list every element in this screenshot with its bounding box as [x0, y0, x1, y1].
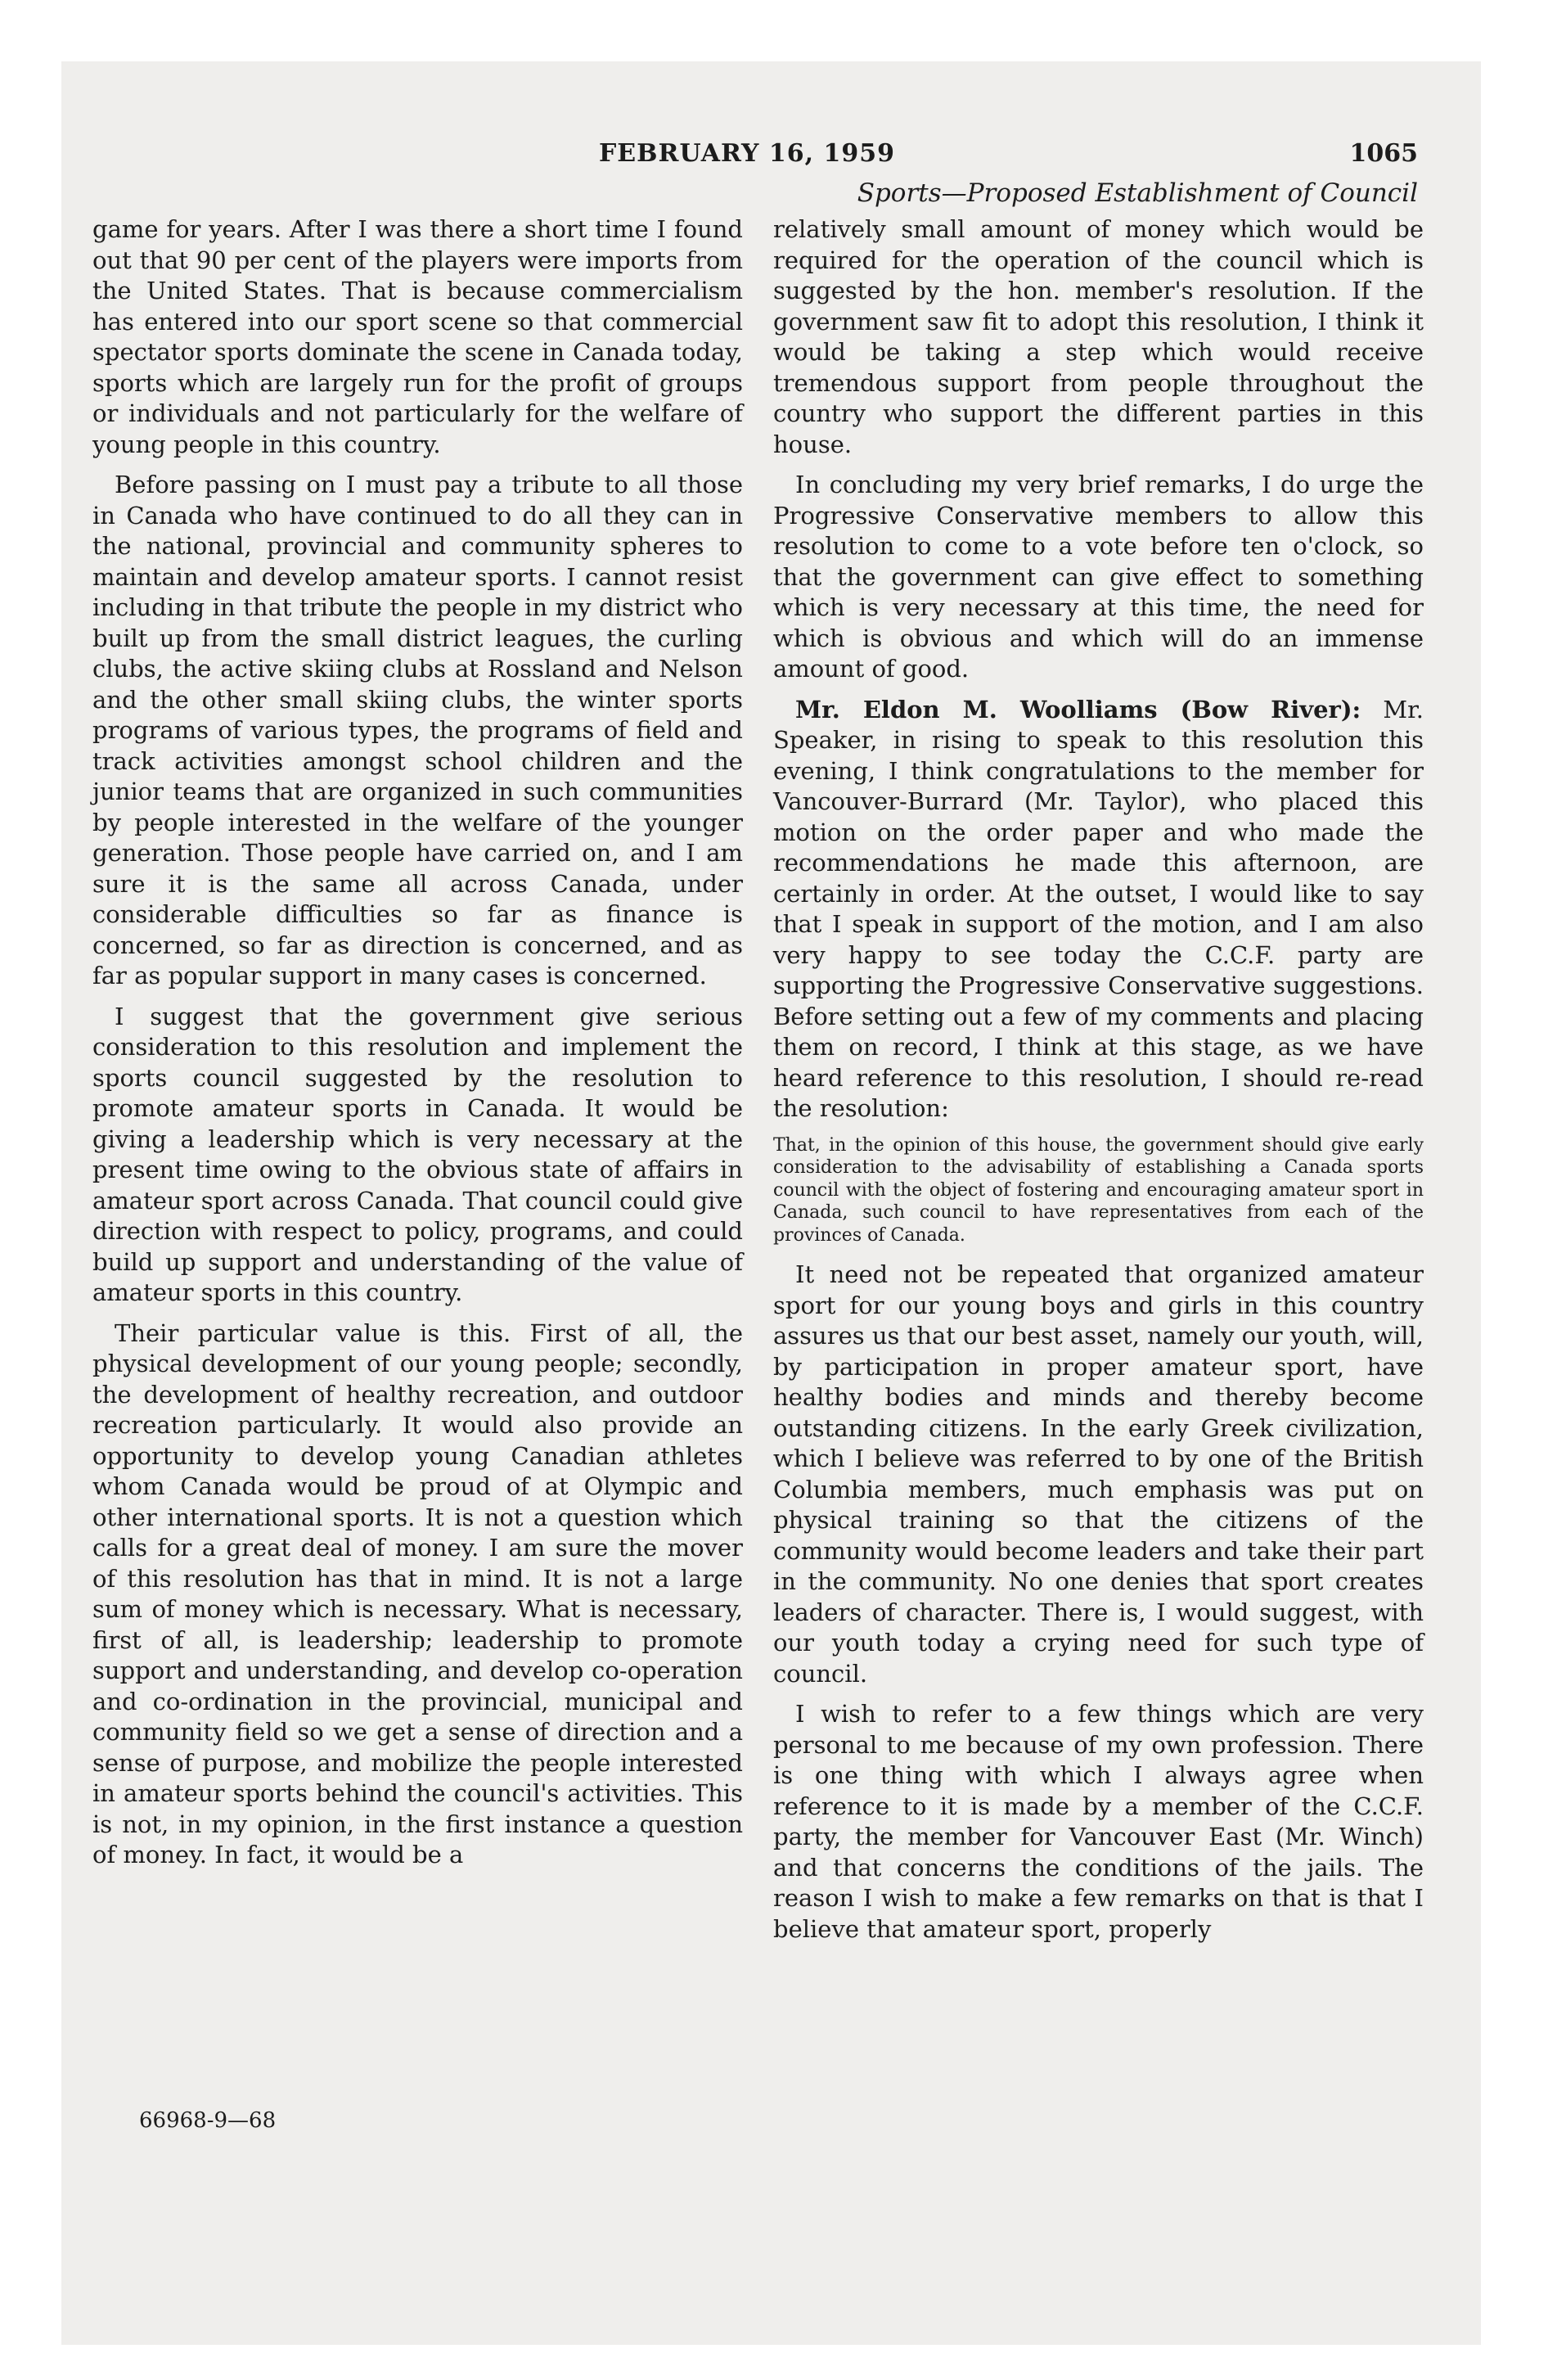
paragraph: Their particular value is this. First of all, the physical development of our young people; secondly, the development of healthy recreation, and outdoor recreation particularly. It would also provide an opportunity to develop young Canadian athletes whom Canada would be proud of at Olympic and other international sports. It is not a question which calls for a great deal of money. I am sure the mover of this resolution has that in mind. It is not a large sum of money which is necessary. What is necessary, first of all, is leadership; leadership to promote support and understanding, and develop co-operation and co-ordination in the provincial, municipal and community field so we get a sense of direction and a sense of purpose, and mobilize the people interested in amateur sports behind the council's activities. This is not, in my opinion, in the first instance a question of money. In fact, it would be a [92, 1318, 743, 1868]
paragraph: I suggest that the government give serious consideration to this resolution and implement the sports council suggested by the resolution to promote amateur sports in Canada. It would be giving a leadership which is very necessary at the present time owing to the obvious state of affairs in amateur sport across Canada. That council could give direction with respect to policy, programs, and could build up support and understanding of the value of amateur sports in this country. [92, 1002, 743, 1306]
paragraph: relatively small amount of money which would be required for the operation of the council which is suggested by the hon. member's resolution. If the government saw fit to adopt this resolution, I think it would be taking a step which would receive tremendous support from people throughout the country who support the different parties in this house. [773, 215, 1424, 458]
paragraph: I wish to refer to a few things which are very personal to me because of my own profession. There is one thing with which I always agree when reference to it is made by a member of the C.C.F. party, the member for Vancouver East (Mr. Winch) and that concerns the conditions of the jails. The reason I wish to make a few remarks on that is that I believe that amateur sport, properly [773, 1700, 1424, 1943]
paragraph: It need not be repeated that organized amateur sport for our young boys and girls in this country assures us that our best asset, namely our youth, will, by participation in proper amateur sport, have healthy bodies and minds and thereby become outstanding citizens. In the early Greek civilization, which I believe was referred to by one of the British Columbia members, much emphasis was put on physical training so that the citizens of the community would become leaders and take their part in the community. No one denies that sport creates leaders of character. There is, I would suggest, with our youth today a crying need for such type of council. [773, 1260, 1424, 1688]
print-code: 66968-9—68 [139, 2108, 277, 2133]
speaker-name: Mr. Eldon M. Woolliams (Bow River): [795, 695, 1361, 723]
running-subject: Sports—Proposed Establishment of Council [857, 178, 1418, 208]
header-date: FEBRUARY 16, 1959 [599, 139, 895, 168]
paragraph: In concluding my very brief remarks, I do urge the Progressive Conservative members to allow this resolution to come to a vote before ten o'clock, so that the government can give effect to something which is very necessary at this time, the need for which is obvious and which will do an immense amount of good. [773, 471, 1424, 683]
paragraph: game for years. After I was there a short time I found out that 90 per cent of the players were imports from the United States. That is because commercialism has entered into our sport scene so that commercial spectator sports dominate the scene in Canada today, sports which are largely run for the profit of groups or individuals and not particularly for the welfare of young people in this country. [92, 215, 743, 458]
running-head [76, 82, 1418, 208]
quoted-resolution: That, in the opinion of this house, the government should give early consideration to the advisability of establishing a Canada sports council with the object of fostering and encouraging amateur sport in Canada, such council to have representatives from each of the provinces of Canada. [773, 1134, 1424, 1246]
speaker-paragraph [773, 695, 1424, 1125]
speech-text: Mr. Speaker, in rising to speak to this resolution this evening, I think congratulations to the member for Vancouver-Burrard (Mr. Taylor), who placed this motion on the order paper and who made the recommendations he made this afternoon, are certainly in order. At the outset, I would like to say that I speak in support of the motion, and I am also very happy to see today the C.C.F. party are supporting the Progressive Conservative suggestions. Before setting out a few of my comments and placing them on record, I think at this stage, as we have heard reference to this resolution, I should re-read the resolution: [773, 695, 1424, 1122]
page-number: 1065 [1349, 139, 1418, 168]
right-column [773, 214, 1424, 1954]
left-column [92, 214, 743, 1881]
paragraph: Before passing on I must pay a tribute to all those in Canada who have continued to do all they can in the national, provincial and community spheres to maintain and develop amateur sports. I cannot resist including in that tribute the people in my district who built up from the small district leagues, the curling clubs, the active skiing clubs at Rossland and Nelson and the other small skiing clubs, the winter sports programs of various types, the programs of field and track activities amongst school children and the junior teams that are organized in such communities by people interested in the welfare of the younger generation. Those people have carried on, and I am sure it is the same all across Canada, under considerable difficulties so far as finance is concerned, so far as direction is concerned, and as far as popular support in many cases is concerned. [92, 471, 743, 989]
